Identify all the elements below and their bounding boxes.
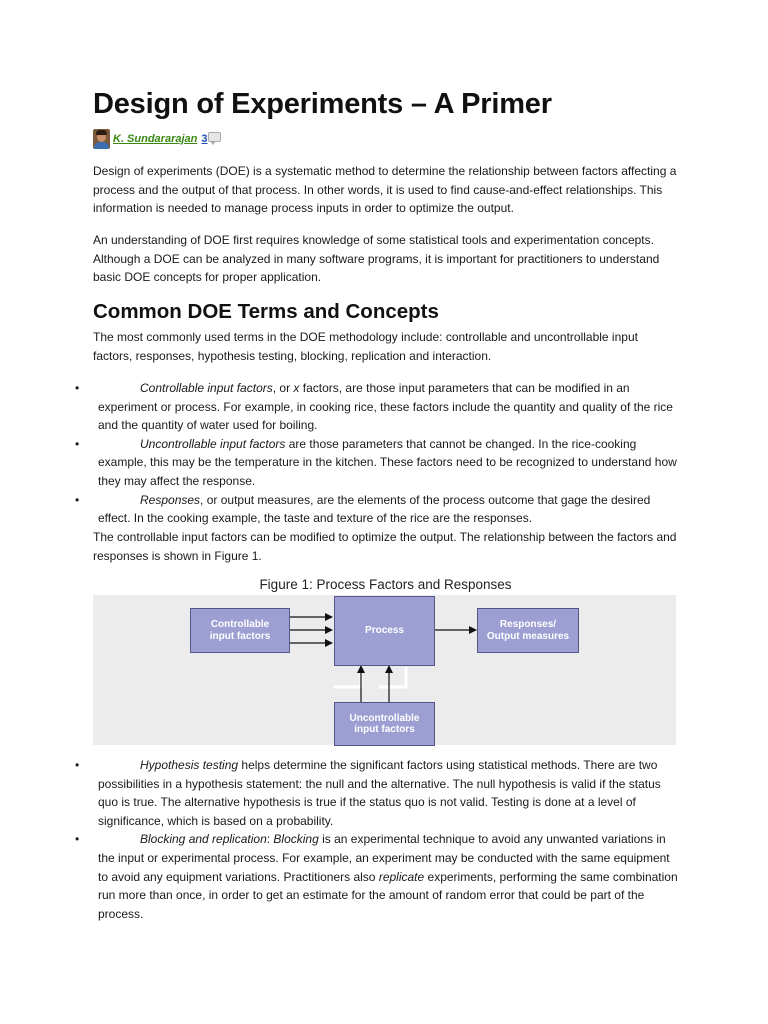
term: Responses <box>140 492 201 507</box>
bullet: • <box>75 758 80 772</box>
list-item: • Controllable input factors, or x factors, are those input parameters that can be modified in an experiment or process. For example, in cooking rice, these factors include the quantity and quality of the rice and the quantity of water used for boiling. <box>75 381 673 433</box>
term: Uncontrollable input factors <box>140 436 286 451</box>
list-item: • Uncontrollable input factors are those parameters that cannot be changed. In the rice-cooking example, this may be the temperature in the kitchen. These factors need to be recognized to understand how they may affect the response. <box>75 436 677 488</box>
bullet: • <box>75 436 80 451</box>
section-heading: Common DOE Terms and Concepts <box>93 300 439 323</box>
comment-count-link[interactable]: 3 <box>201 133 208 145</box>
uncontrollable-factors-box: Uncontrollable input factors <box>334 702 435 746</box>
terms-list-b <box>75 756 678 923</box>
section-intro: The most commonly used terms in the DOE methodology include: controllable and uncontrollable input factors, responses, hypothesis testing, blocking, replication and interaction. <box>93 330 638 363</box>
intro-paragraph-1: Design of experiments (DOE) is a systematic method to determine the relationship between factors affecting a process and the output of that process. In other words, it is used to find cause-and-effect relationships. This information is needed to manage process inputs in order to optimize the output. <box>93 164 677 216</box>
figure-caption: Figure 1: Process Factors and Responses <box>259 577 512 592</box>
author-link[interactable]: K. Sundararajan <box>113 133 198 145</box>
intro-paragraph-2: An understanding of DOE first requires knowledge of some statistical tools and experimentation concepts. Although a DOE can be analyzed in many software programs, it is important for practitioners to understand basic DOE concepts for proper application. <box>93 233 660 285</box>
list-item: • Blocking and replication: Blocking is an experimental technique to avoid any unwanted variations in the input or experimental process. For example, an experiment may be conducted with the same equipment to avoid any equipment variations. Practitioners also replicate experiments, performing the same combination run more than once, in order to get an estimate for the amount of random error that could be part of the process. <box>75 832 678 921</box>
comment-bubble-icon[interactable] <box>208 132 221 142</box>
arrow-up-2-shadow <box>379 667 406 687</box>
controllable-factors-box: Controllable input factors <box>190 608 290 653</box>
bullet: • <box>75 381 80 395</box>
terms-list-a <box>75 379 678 528</box>
arrow-up-1-shadow <box>334 667 361 687</box>
responses-box: Responses/ Output measures <box>477 608 579 653</box>
list-item: • Hypothesis testing helps determine the significant factors using statistical methods. There are two possibilities in a hypothesis statement: the null and the alternative. The null hypothesis is valid if the status quo is true. The alternative hypothesis is true if the status quo is not valid. Testing is done at a level of significance, which is based on a probability. <box>75 758 661 828</box>
bullet: • <box>75 492 80 507</box>
page-title: Design of Experiments – A Primer <box>93 88 552 120</box>
term: Blocking and replication <box>140 832 267 847</box>
figure-intro-paragraph: The controllable input factors can be modified to optimize the output. The relationship between the factors and responses is shown in Figure 1. <box>93 530 677 563</box>
term: Controllable input factors <box>140 381 273 395</box>
term: Hypothesis testing <box>140 758 239 772</box>
list-item: • Responses, or output measures, are the elements of the process outcome that gage the desired effect. In the cooking example, the taste and texture of the rice are the responses. <box>75 492 651 526</box>
process-diagram <box>93 595 676 745</box>
byline <box>93 128 221 150</box>
bullet: • <box>75 832 80 847</box>
author-avatar[interactable] <box>93 129 110 149</box>
process-box: Process <box>334 596 435 666</box>
